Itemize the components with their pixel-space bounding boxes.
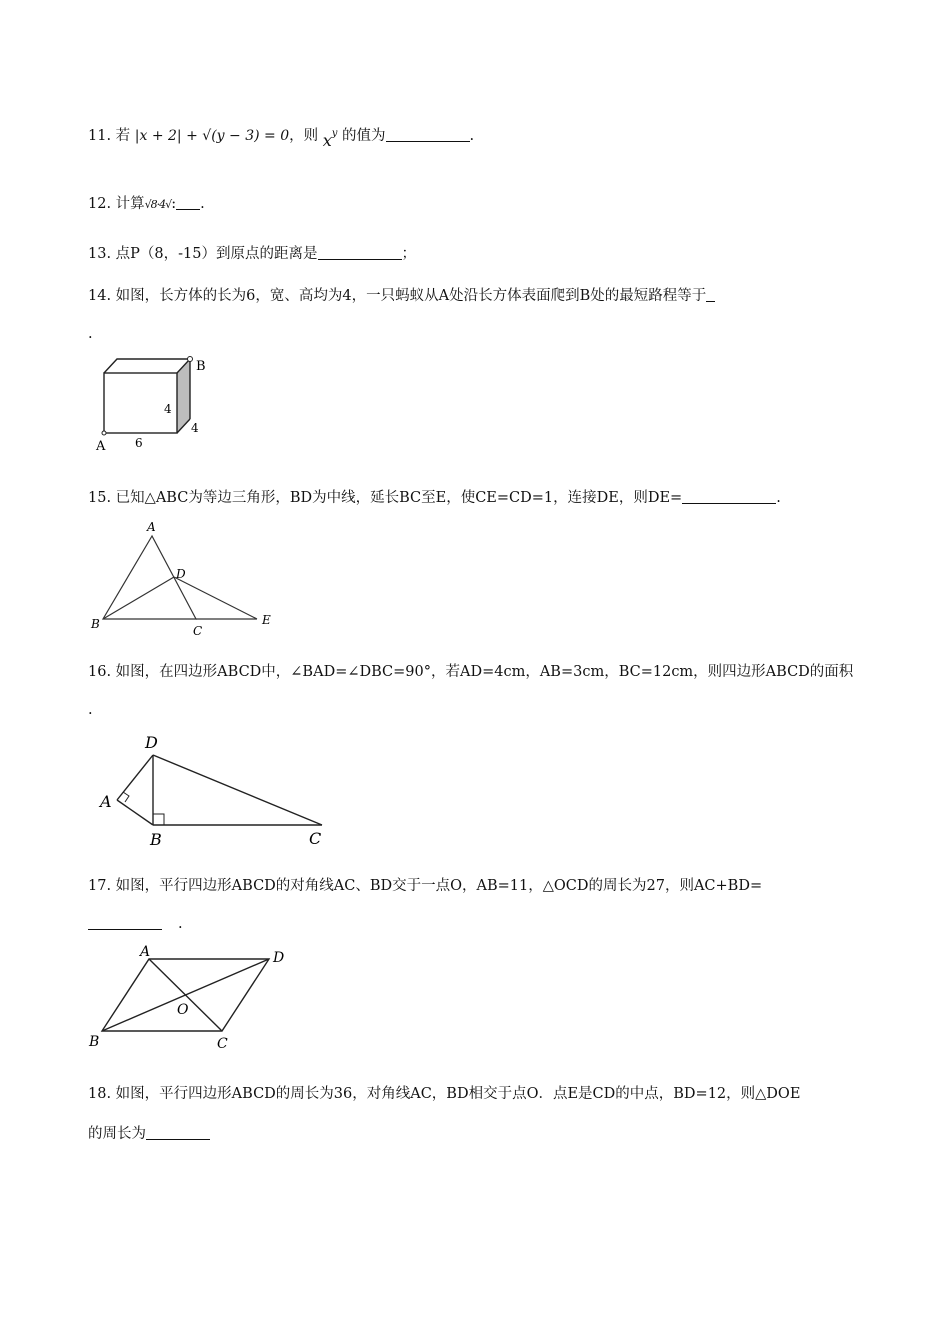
- point-b-marker: [188, 357, 193, 362]
- question-end: .: [469, 127, 475, 144]
- diagonal-bd: [102, 959, 269, 1031]
- cuboid-figure: [84, 356, 219, 461]
- question-13: [88, 244, 416, 264]
- label-b: B: [89, 1034, 100, 1050]
- answer-blank[interactable]: [318, 245, 402, 260]
- segment-de: [174, 577, 257, 619]
- label-e: E: [262, 613, 271, 627]
- question-text: 如图，平行四边形ABCD的周长为36，对角线AC，BD相交于点O．点E是CD的中点，BD=12，则△DOE: [115, 1086, 801, 1102]
- question-18: [88, 1084, 800, 1104]
- label-a: A: [100, 792, 112, 811]
- question-text: 点P（8，-15）到原点的距离是: [115, 246, 318, 262]
- label-length: 6: [135, 436, 143, 450]
- question-15: [88, 488, 781, 508]
- question-end: .: [200, 196, 205, 212]
- label-d: D: [145, 733, 158, 752]
- question-text: 计算: [115, 196, 145, 212]
- question-17-line2: [88, 914, 183, 934]
- question-text: 如图，在四边形ABCD中，∠BAD=∠DBC=90°，若AD=4cm，AB=3cm，BC=12cm，则四边形ABCD的面积: [115, 664, 854, 680]
- question-12: [88, 194, 205, 215]
- question-16: [88, 662, 853, 682]
- answer-blank[interactable]: [176, 195, 200, 210]
- question-end: ；: [401, 246, 417, 262]
- label-b: B: [91, 617, 100, 631]
- right-angle-a: [123, 792, 129, 802]
- label-a: A: [96, 439, 106, 454]
- question-text: 如图，长方体的长为6，宽、高均为4，一只蚂蚁从A处沿长方体表面爬到B处的最短路程等于: [115, 288, 707, 304]
- label-a: A: [147, 520, 156, 534]
- question-text: 的值为: [342, 127, 386, 144]
- question-number: 14.: [88, 288, 112, 304]
- label-width: 4: [191, 421, 199, 435]
- segment-bd: [103, 577, 174, 619]
- question-14-line2: .: [88, 326, 93, 342]
- expression: √8·4√: [144, 198, 172, 211]
- label-b: B: [150, 830, 162, 849]
- question-text: 的周长为: [88, 1126, 146, 1142]
- question-text: 如图，平行四边形ABCD的对角线AC、BD交于一点O，AB=11，△OCD的周长为27，则AC+BD=: [115, 878, 763, 894]
- question-14: [88, 286, 715, 306]
- cuboid-top-face: [104, 359, 190, 373]
- question-text: 若: [115, 127, 131, 144]
- label-d: D: [273, 950, 285, 966]
- question-11: [88, 122, 475, 150]
- power-base: x: [322, 130, 332, 150]
- question-text: :: [171, 196, 177, 212]
- question-end: .: [776, 490, 781, 506]
- label-b: B: [196, 359, 206, 374]
- question-text: 已知△ABC为等边三角形，BD为中线，延长BC至E，使CE=CD=1，连接DE，则DE=: [115, 490, 683, 506]
- question-number: 18.: [88, 1086, 112, 1102]
- question-end: .: [178, 916, 183, 932]
- label-c: C: [193, 624, 203, 638]
- equation: |x + 2| + √(y − 3) = 0: [134, 127, 290, 144]
- answer-blank[interactable]: [706, 287, 715, 302]
- question-number: 16.: [88, 664, 112, 680]
- question-number: 13.: [88, 246, 112, 262]
- answer-blank[interactable]: [146, 1125, 210, 1140]
- segment-ab: [117, 800, 153, 825]
- question-number: 17.: [88, 878, 112, 894]
- question-18-line2: [88, 1124, 210, 1144]
- triangle-figure: [86, 518, 281, 640]
- question-text: ，则: [289, 127, 319, 144]
- question-number: 11.: [88, 127, 112, 144]
- question-17: [88, 876, 762, 896]
- answer-blank[interactable]: [386, 127, 470, 142]
- right-angle-b: [153, 814, 164, 825]
- label-d: D: [176, 567, 186, 581]
- label-c: C: [309, 829, 322, 848]
- answer-blank[interactable]: [682, 489, 776, 504]
- point-a-marker: [102, 431, 106, 435]
- label-height: 4: [164, 402, 172, 416]
- quadrilateral-figure: [95, 730, 335, 850]
- power-exponent: y: [331, 128, 338, 139]
- answer-blank[interactable]: [88, 915, 162, 930]
- segment-dc: [153, 755, 322, 825]
- label-c: C: [217, 1036, 228, 1052]
- segment-da: [117, 755, 153, 800]
- question-number: 15.: [88, 490, 112, 506]
- question-16-line2: .: [88, 702, 93, 718]
- label-a: A: [140, 944, 151, 960]
- parallelogram-figure: [84, 942, 299, 1054]
- question-number: 12.: [88, 196, 112, 212]
- label-o: O: [177, 1002, 189, 1018]
